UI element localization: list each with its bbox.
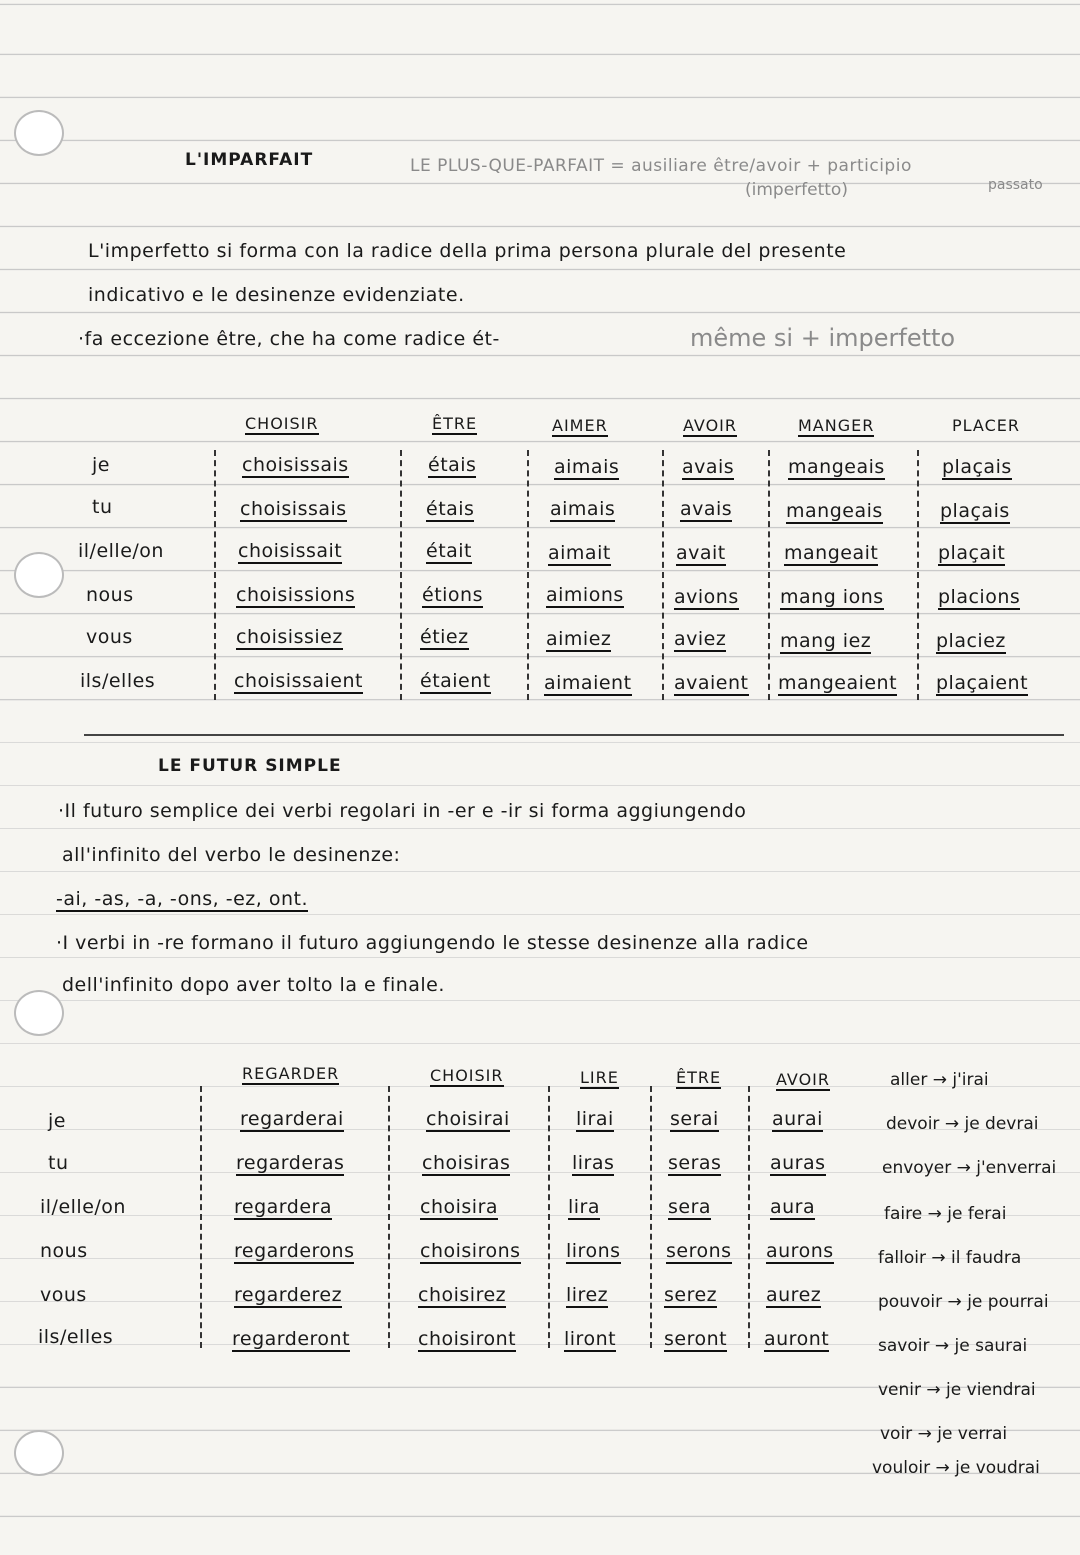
futur-header-avoir: AVOIR [776, 1070, 831, 1089]
futur-form: choisirons [420, 1240, 521, 1262]
irregular-future: aller → j'irai [890, 1070, 989, 1090]
irregular-future: venir → je viendrai [878, 1380, 1036, 1400]
imparfait-form: choisissiez [236, 626, 343, 648]
imparfait-form: mangeais [788, 456, 885, 478]
futur-form: serai [670, 1108, 719, 1130]
imparfait-form: aviez [674, 628, 727, 650]
futur-header-etre: ÊTRE [676, 1068, 722, 1087]
irregular-future: devoir → je devrai [886, 1114, 1039, 1134]
imparfait-form: étiez [420, 626, 469, 648]
futur-form: lirons [566, 1240, 621, 1262]
futur-form: lira [568, 1196, 601, 1218]
table-divider [748, 1086, 750, 1348]
futur-form: regarderai [240, 1108, 344, 1130]
imparfait-rule-line-2: indicativo e le desinenze evidenziate. [88, 284, 465, 306]
futur-form: lirai [576, 1108, 614, 1130]
futur-form: seront [664, 1328, 728, 1350]
futur-endings: -ai, -as, -a, -ons, -ez, ont. [56, 888, 309, 910]
imparfait-form: mang ions [780, 586, 884, 608]
futur-form: auras [770, 1152, 826, 1174]
imparfait-form: était [426, 540, 473, 562]
imparfait-form: plaçaient [936, 672, 1029, 694]
futur-rule-line-1: ·Il futuro semplice dei verbi regolari in -er e -ir si forma aggiungendo [58, 800, 747, 822]
table-divider [917, 450, 919, 700]
futur-header-regarder: REGARDER [242, 1064, 340, 1083]
imparfait-form: avait [676, 542, 726, 564]
futur-header-choisir: CHOISIR [430, 1066, 504, 1085]
table-divider [400, 450, 402, 700]
imparfait-form: choisissais [240, 498, 347, 520]
imparfait-form: aimais [550, 498, 616, 520]
imparfait-pronoun: vous [86, 626, 133, 648]
futur-pronoun: je [48, 1110, 66, 1132]
imparfait-form: aimait [548, 542, 611, 564]
imparfait-pronoun: il/elle/on [78, 540, 164, 562]
futur-pronoun: il/elle/on [40, 1196, 126, 1218]
imparfait-form: avais [682, 456, 735, 478]
imparfait-form: avais [680, 498, 733, 520]
table-divider [650, 1086, 652, 1348]
imparfait-form: étions [422, 584, 483, 606]
imparfait-form: choisissions [236, 584, 356, 606]
imparfait-form: étais [428, 454, 477, 476]
pqp-note-passato: passato [988, 177, 1043, 193]
futur-rule-line-4: dell'infinito dopo aver tolto la e finale. [62, 974, 445, 996]
imparfait-form: mangeaient [778, 672, 898, 694]
imparfait-header-placer: PLACER [952, 416, 1020, 435]
futur-form: lirez [566, 1284, 609, 1306]
imparfait-form: plaçait [938, 542, 1006, 564]
futur-form: auront [764, 1328, 830, 1350]
futur-form: serez [664, 1284, 718, 1306]
imparfait-form: avions [674, 586, 739, 608]
imparfait-header-manger: MANGER [798, 416, 875, 435]
futur-form: regardera [234, 1196, 332, 1218]
imparfait-form: mangeait [784, 542, 879, 564]
irregular-future: faire → je ferai [884, 1204, 1007, 1224]
imparfait-form: mang iez [780, 630, 872, 652]
futur-form: serons [666, 1240, 732, 1262]
imparfait-pronoun: ils/elles [80, 670, 156, 692]
imparfait-form: mangeais [786, 500, 883, 522]
futur-form: seras [668, 1152, 722, 1174]
futur-form: aurez [766, 1284, 822, 1306]
futur-form: aurai [772, 1108, 823, 1130]
imparfait-title: L'IMPARFAIT [185, 150, 314, 170]
imparfait-form: aimions [546, 584, 624, 606]
binder-hole [14, 552, 64, 598]
irregular-future: voir → je verrai [880, 1424, 1008, 1444]
irregular-future: envoyer → j'enverrai [882, 1158, 1057, 1178]
futur-pronoun: vous [40, 1284, 87, 1306]
futur-pronoun: tu [48, 1152, 69, 1174]
imparfait-form: placiez [936, 630, 1006, 652]
futur-form: aura [770, 1196, 816, 1218]
futur-form: regarderons [234, 1240, 355, 1262]
imparfait-header-avoir: AVOIR [683, 416, 738, 435]
futur-pronoun: nous [40, 1240, 88, 1262]
binder-hole [14, 990, 64, 1036]
table-divider [214, 450, 216, 700]
futur-form: regarderez [234, 1284, 343, 1306]
imparfait-form: avaient [674, 672, 749, 694]
imparfait-form: placions [938, 586, 1021, 608]
futur-form: choisiras [422, 1152, 511, 1174]
imparfait-form: aimiez [546, 628, 612, 650]
futur-form: choisirai [426, 1108, 510, 1130]
imparfait-rule-line-1: L'imperfetto si forma con la radice della prima persona plurale del presente [88, 240, 847, 262]
table-divider [662, 450, 664, 700]
futur-form: liront [564, 1328, 617, 1350]
imparfait-rule-line-3: ·fa eccezione être, che ha come radice ét- [78, 328, 500, 350]
section-divider [84, 734, 1064, 736]
futur-form: choisiront [418, 1328, 517, 1350]
imparfait-form: aimais [554, 456, 620, 478]
imparfait-form: plaçais [940, 500, 1010, 522]
futur-form: sera [668, 1196, 712, 1218]
futur-form: choisira [420, 1196, 499, 1218]
imparfait-pronoun: nous [86, 584, 134, 606]
imparfait-header-aimer: AIMER [552, 416, 608, 435]
irregular-future: savoir → je saurai [878, 1336, 1028, 1356]
imparfait-form: plaçais [942, 456, 1012, 478]
imparfait-form: choisissait [238, 540, 343, 562]
table-divider [768, 450, 770, 700]
futur-form: aurons [766, 1240, 834, 1262]
irregular-future: pouvoir → je pourrai [878, 1292, 1049, 1312]
imparfait-form: étaient [420, 670, 491, 692]
futur-rule-line-2: all'infinito del verbo le desinenze: [62, 844, 401, 866]
pqp-note-imperfetto: (imperfetto) [745, 180, 848, 200]
futur-form: choisirez [418, 1284, 507, 1306]
imparfait-header-choisir: CHOISIR [245, 414, 319, 433]
irregular-future: falloir → il faudra [878, 1248, 1022, 1268]
futur-header-lire: LIRE [580, 1068, 619, 1087]
table-divider [200, 1086, 202, 1348]
meme-si-note: même si + imperfetto [690, 324, 956, 352]
table-divider [527, 450, 529, 700]
imparfait-header-etre: ÊTRE [432, 414, 478, 433]
futur-pronoun: ils/elles [38, 1326, 114, 1348]
plus-que-parfait-line: LE PLUS-QUE-PARFAIT = ausiliare être/avoir + participio [410, 156, 912, 176]
table-divider [548, 1086, 550, 1348]
imparfait-form: choisissais [242, 454, 349, 476]
imparfait-form: choisissaient [234, 670, 363, 692]
futur-title: LE FUTUR SIMPLE [158, 756, 342, 776]
imparfait-form: étais [426, 498, 475, 520]
imparfait-pronoun: je [92, 454, 110, 476]
table-divider [388, 1086, 390, 1348]
binder-hole [14, 1430, 64, 1476]
futur-form: regarderont [232, 1328, 351, 1350]
futur-form: regarderas [236, 1152, 345, 1174]
futur-rule-line-3: ·I verbi in -re formano il futuro aggiungendo le stesse desinenze alla radice [56, 932, 809, 954]
imparfait-pronoun: tu [92, 496, 113, 518]
imparfait-form: aimaient [544, 672, 632, 694]
irregular-future: vouloir → je voudrai [872, 1458, 1040, 1478]
binder-hole [14, 110, 64, 156]
futur-form: liras [572, 1152, 615, 1174]
